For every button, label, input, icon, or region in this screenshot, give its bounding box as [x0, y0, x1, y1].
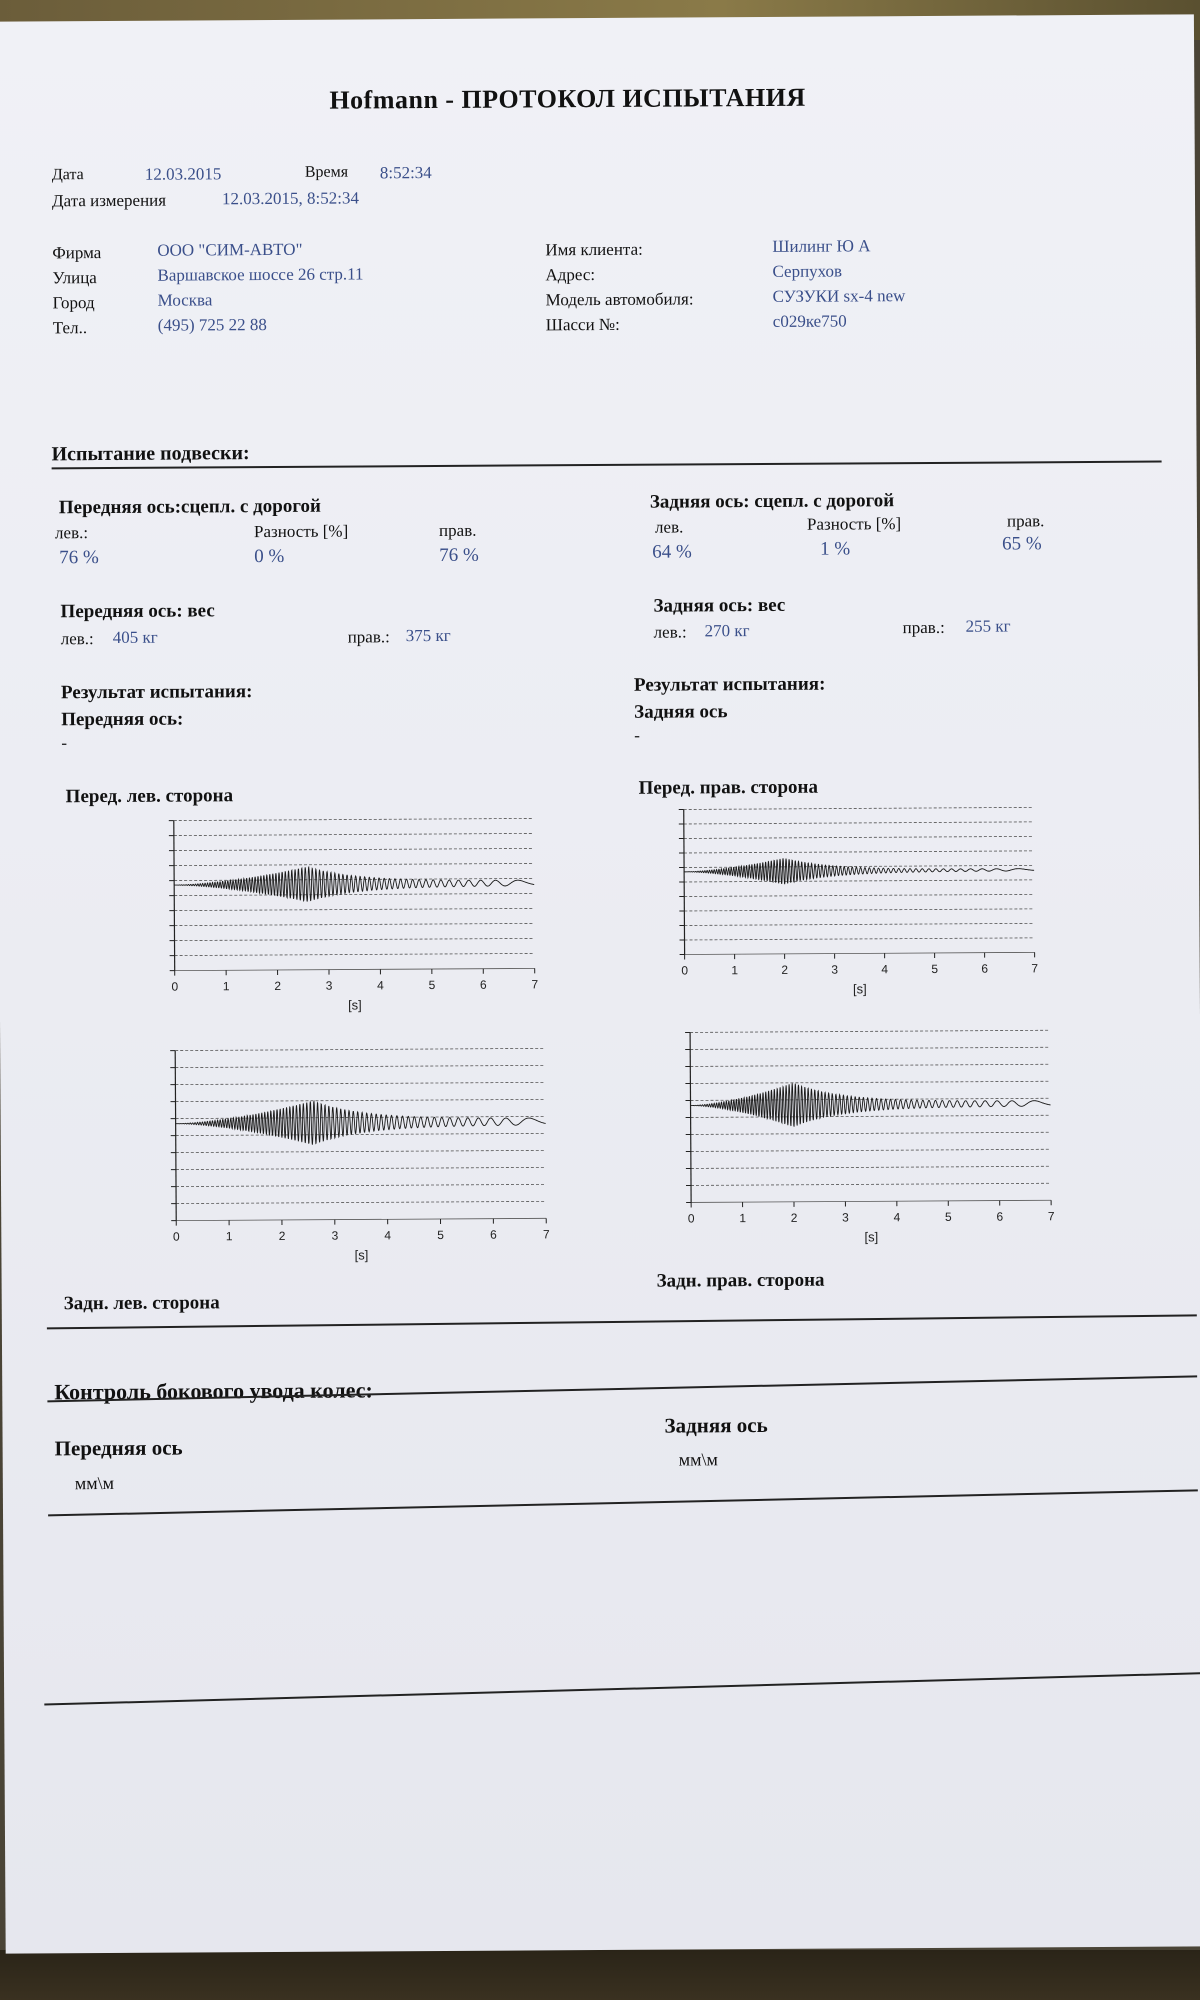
x-tick-label: 5: [428, 978, 436, 993]
x-tick-label: 6: [981, 961, 989, 976]
x-tick-label: 4: [384, 1228, 392, 1243]
x-tick-label: 7: [542, 1227, 550, 1242]
front-grip-left-value: 76 %: [59, 547, 99, 569]
x-tick-label: 4: [377, 978, 384, 993]
grid-line: [691, 1149, 1051, 1151]
x-tick-label: 1: [731, 963, 739, 978]
front-weight-right-value: 375 кг: [405, 625, 451, 646]
x-tick-label: 3: [325, 978, 333, 993]
rear-result-value: -: [634, 725, 641, 745]
rear-weight-left-label: лев.:: [653, 622, 687, 642]
chart-front-left: [149, 818, 550, 1020]
x-tick-label: 7: [1031, 961, 1039, 976]
grid-line: [684, 923, 1034, 925]
x-tick-label: 7: [531, 977, 539, 992]
page-bottom-divider: [44, 1672, 1200, 1705]
grid-line: [690, 1081, 1050, 1083]
x-tick-label: 6: [490, 1227, 497, 1242]
grid-line: [685, 952, 1035, 954]
rear-grip-diff-value: 1 %: [820, 538, 851, 560]
rear-weight-right-label: прав.:: [902, 617, 945, 638]
front-weight-left-label: лев.:: [60, 629, 94, 649]
date-value: 12.03.2015: [144, 164, 222, 184]
grid-line: [691, 1166, 1051, 1168]
date-label: Дата: [51, 166, 84, 184]
firm-value: ООО "СИМ-АВТО": [157, 239, 303, 260]
phone-value: (495) 725 22 88: [157, 315, 267, 335]
x-tick-label: 3: [331, 1228, 339, 1243]
x-tick-label: 0: [171, 979, 179, 994]
alignment-front-label: Передняя ось: [54, 1435, 183, 1461]
rear-weight-right-value: 255 кг: [965, 616, 1011, 636]
client-address-value: Серпухов: [772, 261, 843, 281]
x-tick-label: 0: [681, 963, 689, 978]
oscillation-trace: [176, 1100, 546, 1145]
grid-line: [174, 908, 534, 910]
x-axis-label: [s]: [348, 997, 362, 1013]
x-tick-label: 3: [842, 1210, 849, 1225]
rear-grip-left-value: 64 %: [652, 541, 692, 563]
x-axis-label: [s]: [354, 1247, 369, 1263]
x-tick-label: 4: [893, 1210, 901, 1225]
time-value: 8:52:34: [379, 163, 432, 183]
front-grip-diff-value: 0 %: [254, 545, 285, 568]
suspension-end-divider: [47, 1314, 1197, 1329]
x-tick-label: 0: [687, 1211, 695, 1226]
chassis-label: Шасси №:: [545, 314, 620, 335]
front-grip-diff-label: Разность [%]: [253, 521, 349, 542]
grid-line: [684, 822, 1034, 824]
client-name-label: Имя клиента:: [545, 239, 643, 260]
x-tick-label: 5: [931, 961, 939, 976]
rear-grip-title: Задняя ось: сцепл. с дорогой: [649, 490, 895, 513]
rear-grip-diff-label: Разность [%]: [806, 514, 902, 534]
y-axis: [690, 1032, 691, 1202]
x-tick-label: 5: [944, 1209, 952, 1224]
grid-line: [175, 1048, 545, 1050]
x-tick-label: 2: [781, 962, 789, 977]
grid-line: [176, 1201, 546, 1203]
x-tick-label: 3: [831, 962, 839, 977]
x-tick-label: 6: [479, 977, 487, 992]
oscillation-trace: [174, 866, 534, 902]
client-address-label: Адрес:: [545, 265, 596, 285]
x-tick-label: 1: [225, 1229, 233, 1244]
rear-result-axle: Задняя ось: [634, 701, 728, 723]
grid-line: [690, 1030, 1050, 1032]
street-value: Варшавское шоссе 26 стр.11: [157, 264, 364, 285]
grid-line: [174, 863, 534, 865]
chart-title-front-left: Перед. лев. сторона: [65, 785, 234, 808]
oscillation-trace: [690, 1082, 1050, 1128]
chart-rear-left: [150, 1048, 561, 1261]
alignment-rear-unit: мм\м: [678, 1449, 718, 1470]
phone-label: Тел..: [52, 318, 88, 338]
front-grip-right-value: 76 %: [439, 544, 479, 566]
street-label: Улица: [52, 268, 97, 288]
grid-line: [174, 923, 534, 925]
grid-line: [176, 1218, 546, 1220]
time-label: Время: [304, 163, 349, 181]
grid-line: [684, 807, 1034, 809]
grid-line: [175, 968, 535, 970]
x-tick-label: 1: [222, 979, 230, 994]
grid-line: [174, 848, 534, 850]
grid-line: [174, 893, 534, 895]
grid-line: [691, 1183, 1051, 1185]
page-title: Hofmann - ПРОТОКОЛ ИСПЫТАНИЯ: [329, 82, 806, 115]
protocol-sheet: [0, 14, 1200, 1953]
rear-grip-right-label: прав.: [1006, 511, 1045, 531]
chart-rear-right: [665, 1030, 1076, 1243]
grid-line: [175, 1082, 545, 1084]
rear-result-label: Результат испытания:: [633, 673, 826, 696]
x-tick-label: 7: [1047, 1209, 1055, 1224]
grid-line: [176, 1167, 546, 1169]
rear-grip-right-value: 65 %: [1002, 533, 1042, 555]
chart-title-rear-right: Задн. прав. сторона: [656, 1269, 825, 1292]
x-tick-label: 2: [274, 978, 282, 993]
front-result-axle: Передняя ось:: [61, 708, 184, 731]
grid-line: [174, 833, 534, 835]
alignment-front-unit: мм\м: [74, 1472, 115, 1494]
desk-background-bottom: [0, 1950, 1200, 2000]
grid-line: [684, 851, 1034, 853]
chart-title-rear-left: Задн. лев. сторона: [63, 1292, 220, 1315]
grid-line: [175, 1065, 545, 1067]
front-weight-title: Передняя ось: вес: [60, 600, 215, 623]
rear-weight-left-value: 270 кг: [704, 621, 750, 641]
measure-date-label: Дата измерения: [51, 190, 167, 211]
grid-line: [691, 1132, 1051, 1134]
x-tick-label: 4: [881, 962, 889, 977]
measure-date-value: 12.03.2015, 8:52:34: [221, 188, 359, 209]
car-model-label: Модель автомобиля:: [545, 289, 694, 310]
grid-line: [690, 1064, 1050, 1066]
grid-line: [176, 1133, 546, 1135]
grid-line: [685, 938, 1035, 940]
front-grip-left-label: лев.:: [54, 523, 89, 543]
front-grip-title: Передняя ось:сцепл. с дорогой: [58, 495, 321, 519]
alignment-end-divider: [48, 1489, 1198, 1516]
firm-label: Фирма: [52, 243, 102, 263]
front-result-label: Результат испытания:: [60, 681, 253, 704]
grid-line: [175, 938, 535, 940]
y-axis: [174, 821, 175, 971]
suspension-section-title: Испытание подвески:: [51, 442, 250, 466]
y-axis: [684, 809, 685, 954]
x-tick-label: 0: [172, 1229, 180, 1244]
grid-line: [691, 1115, 1051, 1117]
chart-title-front-right: Перед. прав. сторона: [638, 776, 819, 799]
grid-line: [174, 818, 534, 820]
grid-line: [690, 1047, 1050, 1049]
chart-front-right: [659, 807, 1060, 1009]
client-name-value: Шилинг Ю А: [772, 236, 871, 256]
grid-line: [176, 1099, 546, 1101]
x-axis-label: [s]: [864, 1229, 879, 1245]
chassis-value: с029ке750: [772, 311, 847, 331]
grid-line: [176, 1184, 546, 1186]
front-weight-right-label: прав.:: [347, 627, 390, 647]
rear-weight-title: Задняя ось: вес: [653, 594, 786, 617]
grid-line: [684, 836, 1034, 838]
x-tick-label: 6: [996, 1209, 1004, 1224]
city-value: Москва: [157, 290, 213, 310]
alignment-section-title: Контроль бокового увода колес:: [54, 1377, 373, 1405]
rear-grip-left-label: лев.: [654, 517, 684, 537]
x-tick-label: 1: [739, 1211, 747, 1226]
x-tick-label: 5: [437, 1227, 444, 1242]
oscillation-trace: [684, 857, 1034, 885]
y-axis: [175, 1051, 176, 1221]
city-label: Город: [52, 293, 95, 313]
grid-line: [684, 880, 1034, 882]
front-grip-right-label: прав.: [438, 520, 477, 540]
front-weight-left-value: 405 кг: [112, 627, 158, 647]
x-axis-label: [s]: [852, 981, 867, 997]
x-tick-label: 2: [278, 1228, 286, 1243]
grid-line: [176, 1150, 546, 1152]
x-tick-label: 2: [790, 1210, 798, 1225]
grid-line: [691, 1200, 1051, 1202]
grid-line: [175, 953, 535, 955]
grid-line: [684, 894, 1034, 896]
car-model-value: СУЗУКИ sx-4 new: [772, 286, 906, 306]
alignment-rear-label: Задняя ось: [664, 1412, 768, 1438]
front-result-value: -: [61, 733, 68, 753]
grid-line: [684, 909, 1034, 911]
